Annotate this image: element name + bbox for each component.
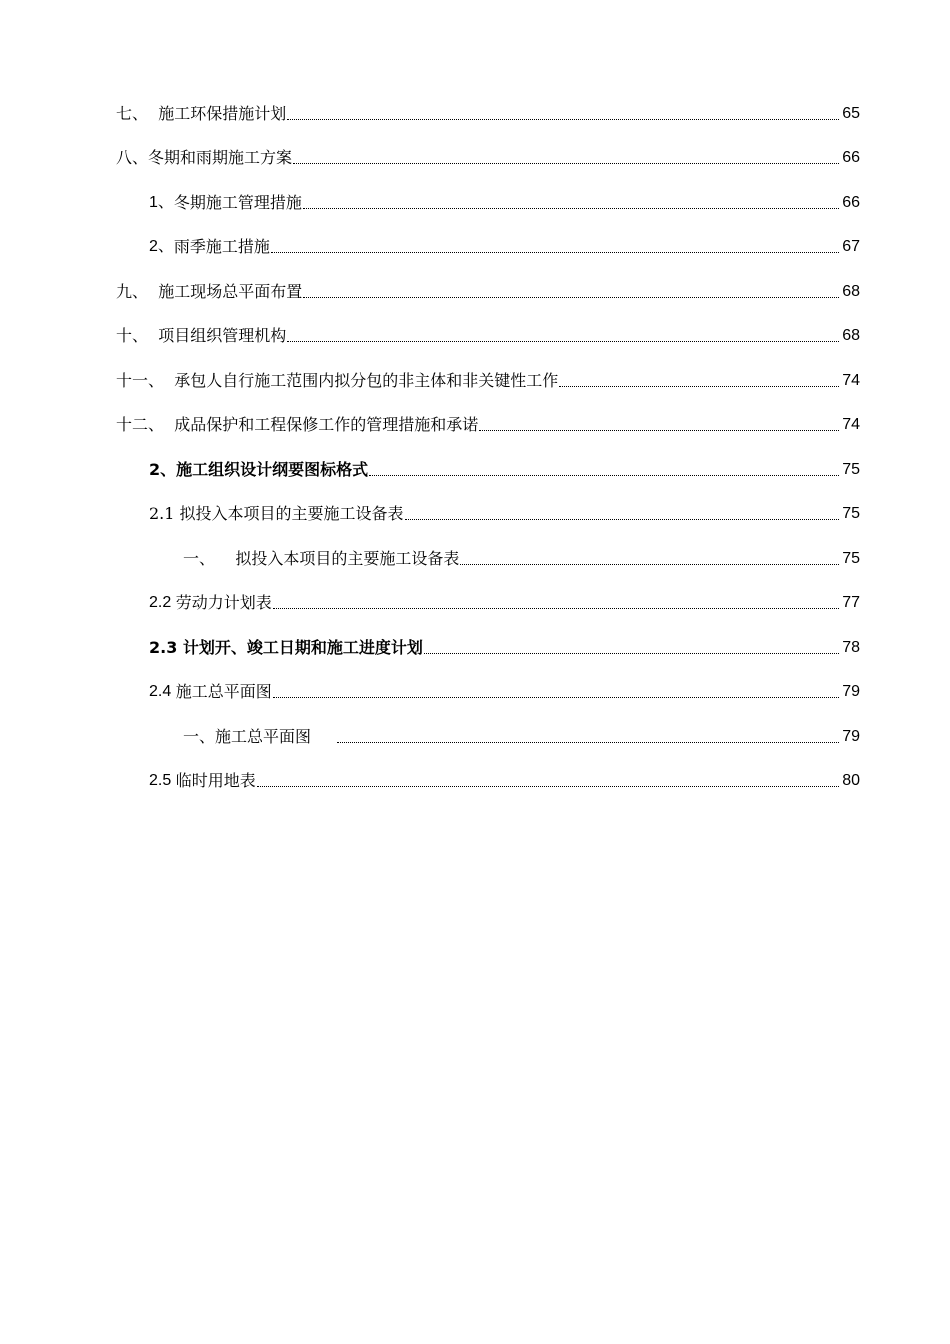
dot-leader (405, 519, 839, 520)
dot-leader (287, 119, 839, 120)
toc-entry-number: 八、 (116, 148, 149, 167)
dot-leader (273, 608, 839, 609)
toc-entry-label: 施工现场总平面布置 (158, 281, 303, 301)
toc-entry[interactable] (0, 134, 950, 179)
dot-leader (257, 786, 839, 787)
dot-leader (559, 386, 839, 387)
toc-entry[interactable] (0, 579, 950, 624)
dot-leader (369, 475, 839, 476)
toc-entry-page: 68 (842, 282, 860, 300)
toc-entry-number: 一、 (183, 726, 216, 746)
toc-entry-number: 一、 (183, 548, 236, 568)
toc-entry-number: 七、 (116, 103, 159, 123)
toc-entry-label: 项目组织管理机构 (158, 326, 287, 345)
toc-entry-number: 2.4 (149, 683, 176, 700)
toc-entry[interactable] (0, 178, 950, 223)
toc-entry-page: 78 (842, 638, 860, 656)
toc-entry[interactable] (0, 89, 950, 134)
toc-entry-number: 2、 (149, 238, 174, 255)
toc-entry-label: 计划开、竣工日期和施工进度计划 (182, 637, 423, 657)
toc-entry-number: 十、 (116, 326, 159, 345)
toc-entry-page: 79 (842, 727, 860, 745)
toc-entry[interactable] (0, 356, 950, 401)
toc-entry-number: 2.3 (149, 637, 183, 657)
toc-entry-number: 2.5 (149, 772, 176, 789)
toc-entry-label: 施工总平面图 (215, 726, 337, 746)
toc-entry-page: 75 (842, 460, 860, 478)
toc-entry[interactable] (0, 668, 950, 713)
toc-entry[interactable] (0, 312, 950, 357)
toc-entry-number: 2、 (149, 459, 177, 479)
dot-leader (287, 341, 839, 342)
toc-entry-page: 65 (842, 104, 860, 122)
dot-leader (271, 252, 839, 253)
toc-entry-page: 75 (842, 505, 860, 522)
toc-entry-page: 67 (842, 238, 860, 255)
toc-entry-page: 74 (842, 371, 860, 389)
toc-entry-number: 1、 (149, 193, 174, 211)
toc-entry-page: 77 (842, 594, 860, 611)
dot-leader (303, 208, 839, 209)
dot-leader (293, 163, 839, 164)
toc-entry[interactable] (0, 490, 950, 535)
toc-entry-label: 拟投入本项目的主要施工设备表 (235, 548, 460, 568)
toc-entry[interactable] (0, 534, 950, 579)
toc-entry-label: 冬期和雨期施工方案 (148, 148, 293, 167)
dot-leader (273, 697, 839, 698)
toc-entry-page: 79 (842, 683, 860, 700)
toc-entry-label: 施工环保措施计划 (158, 103, 287, 123)
toc-entry-label: 冬期施工管理措施 (173, 192, 302, 212)
toc-entry[interactable] (0, 267, 950, 312)
toc-entry-label: 施工总平面图 (175, 682, 272, 701)
table-of-contents (0, 89, 950, 801)
toc-entry[interactable] (0, 712, 950, 757)
dot-leader (479, 430, 839, 431)
toc-entry-label: 雨季施工措施 (173, 237, 270, 256)
toc-entry-page: 66 (842, 193, 860, 211)
toc-entry-label: 施工组织设计纲要图标格式 (176, 459, 369, 479)
dot-leader (460, 564, 839, 565)
toc-entry-page: 68 (842, 327, 860, 344)
toc-entry-label: 承包人自行施工范围内拟分包的非主体和非关键性工作 (174, 370, 559, 390)
toc-entry-number: 2.2 (149, 594, 176, 611)
toc-entry-label: 劳动力计划表 (175, 593, 272, 612)
toc-entry[interactable] (0, 223, 950, 268)
toc-entry-number: 2.1 (149, 504, 180, 523)
toc-entry-page: 74 (842, 416, 860, 433)
toc-entry-number: 十一、 (116, 370, 175, 390)
toc-entry-label: 成品保护和工程保修工作的管理措施和承诺 (174, 415, 479, 434)
dot-leader (337, 742, 839, 743)
toc-entry-number: 九、 (116, 281, 159, 301)
toc-entry-page: 66 (842, 149, 860, 166)
toc-entry[interactable] (0, 757, 950, 802)
toc-entry-page: 80 (842, 772, 860, 789)
toc-entry-label: 临时用地表 (175, 771, 256, 790)
toc-entry[interactable] (0, 623, 950, 668)
toc-entry-page: 75 (842, 549, 860, 567)
dot-leader (424, 653, 839, 654)
dot-leader (303, 297, 839, 298)
toc-entry-label: 拟投入本项目的主要施工设备表 (179, 504, 404, 523)
toc-entry-number: 十二、 (116, 415, 175, 434)
toc-entry[interactable] (0, 401, 950, 446)
toc-entry[interactable] (0, 445, 950, 490)
